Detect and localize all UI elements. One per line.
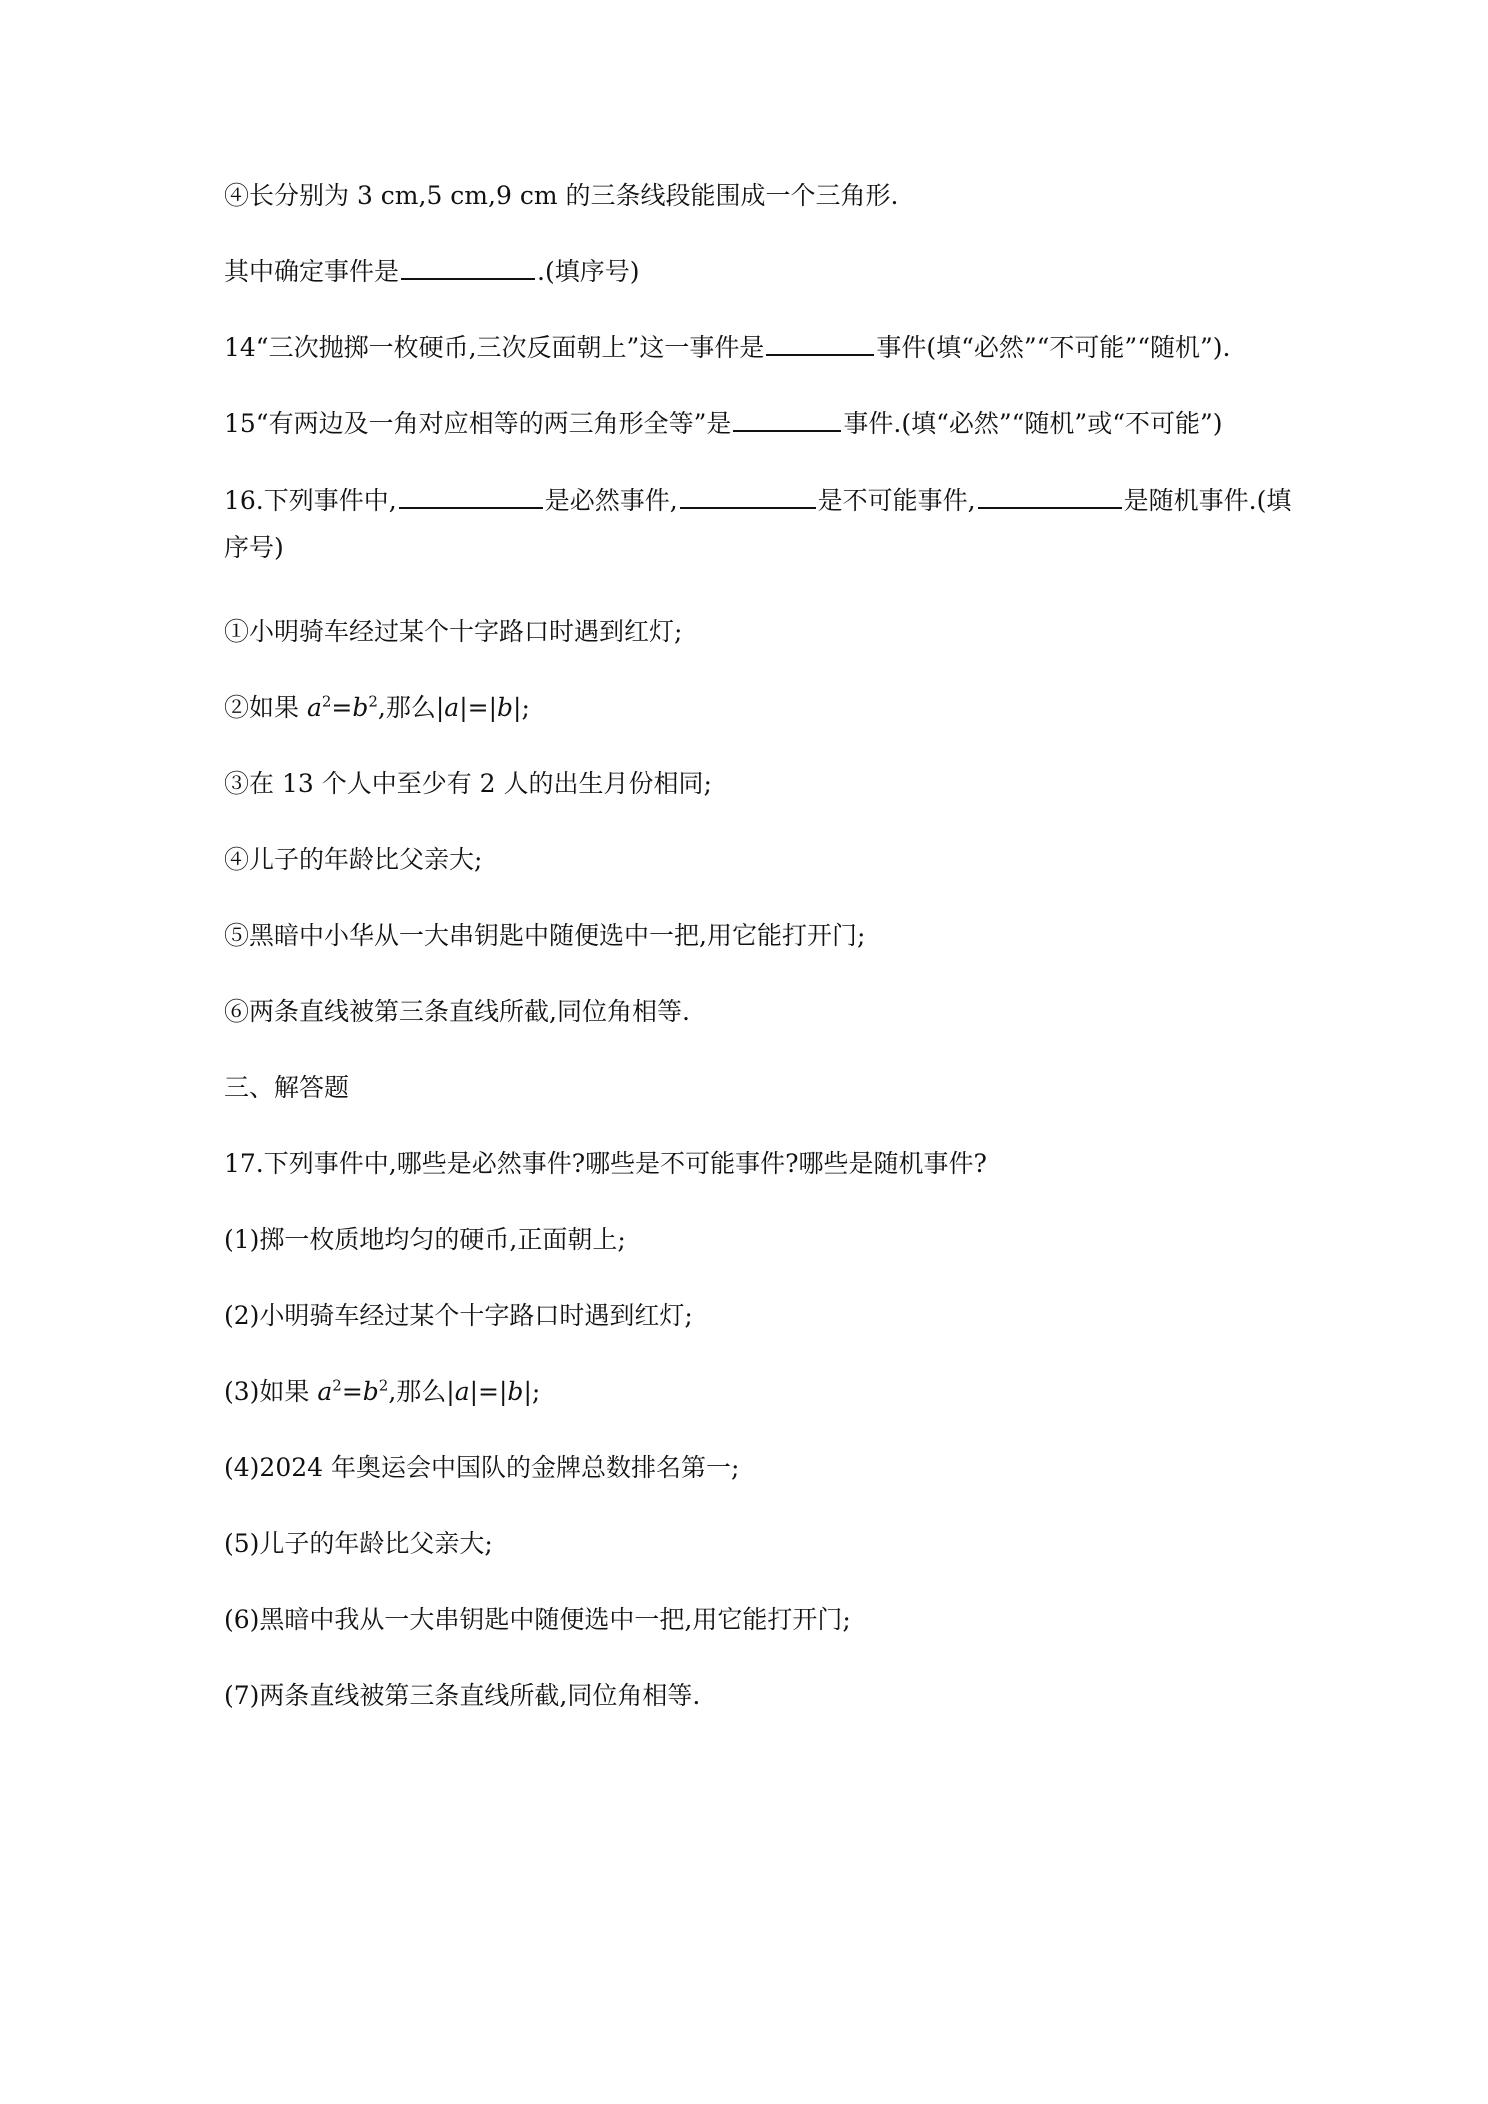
answer-blank[interactable] bbox=[766, 328, 874, 356]
question-13-answer-line bbox=[224, 248, 1294, 296]
answer-blank[interactable] bbox=[978, 481, 1122, 509]
question-13-item-4: ④长分别为 3 cm,5 cm,9 cm 的三条线段能围成一个三角形. bbox=[224, 181, 899, 210]
section-heading: 三、解答题 bbox=[224, 1073, 350, 1102]
question-17-item-4: (4)2024 年奥运会中国队的金牌总数排名第一; bbox=[224, 1453, 740, 1482]
question-15-hint: 事件.(填“必然”“随机”或“不可能”) bbox=[843, 409, 1223, 438]
question-16-text-3: 是不可能事件, bbox=[817, 486, 976, 515]
question-14-text: 14“三次抛掷一枚硬币,三次反面朝上”这一事件是 bbox=[224, 333, 765, 362]
question-15 bbox=[224, 400, 1294, 448]
answer-blank[interactable] bbox=[680, 481, 816, 509]
question-17-item-1: (1)掷一枚质地均匀的硬币,正面朝上; bbox=[224, 1225, 626, 1254]
question-17: 17.下列事件中,哪些是必然事件?哪些是不可能事件?哪些是随机事件? bbox=[224, 1149, 987, 1178]
answer-blank[interactable] bbox=[401, 252, 535, 280]
question-16-text: 16.下列事件中, bbox=[224, 486, 397, 515]
question-14-hint: 事件(填“必然”“不可能”“随机”). bbox=[876, 333, 1231, 362]
question-17-item-7: (7)两条直线被第三条直线所截,同位角相等. bbox=[224, 1681, 701, 1710]
question-16-text-4: 是随机事件.(填序号) bbox=[224, 486, 1292, 562]
question-14 bbox=[224, 324, 1294, 372]
question-16-item-4: ④儿子的年龄比父亲大; bbox=[224, 845, 483, 874]
question-17-item-5: (5)儿子的年龄比父亲大; bbox=[224, 1529, 493, 1558]
question-17-item-6: (6)黑暗中我从一大串钥匙中随便选中一把,用它能打开门; bbox=[224, 1605, 851, 1634]
question-16-item-3: ③在 13 个人中至少有 2 人的出生月份相同; bbox=[224, 769, 712, 798]
answer-hint: .(填序号) bbox=[537, 257, 640, 286]
answer-blank[interactable] bbox=[399, 481, 543, 509]
question-16-text-2: 是必然事件, bbox=[544, 486, 678, 515]
question-16-item-1: ①小明骑车经过某个十字路口时遇到红灯; bbox=[224, 617, 683, 646]
question-16-item-5: ⑤黑暗中小华从一大串钥匙中随便选中一把,用它能打开门; bbox=[224, 921, 866, 950]
answer-blank[interactable] bbox=[733, 404, 841, 432]
question-17-item-2: (2)小明骑车经过某个十字路口时遇到红灯; bbox=[224, 1301, 693, 1330]
question-16 bbox=[224, 477, 1294, 571]
answer-prompt: 其中确定事件是 bbox=[224, 257, 400, 286]
question-15-text: 15“有两边及一角对应相等的两三角形全等”是 bbox=[224, 409, 732, 438]
question-16-item-6: ⑥两条直线被第三条直线所截,同位角相等. bbox=[224, 997, 690, 1026]
question-17-item-3: (3)如果 $a^2=b^2$,那么|a|=|b|; bbox=[224, 1376, 541, 1406]
question-16-item-2: ②如果 $a^2=b^2$,那么|a|=|b|; bbox=[224, 692, 530, 722]
